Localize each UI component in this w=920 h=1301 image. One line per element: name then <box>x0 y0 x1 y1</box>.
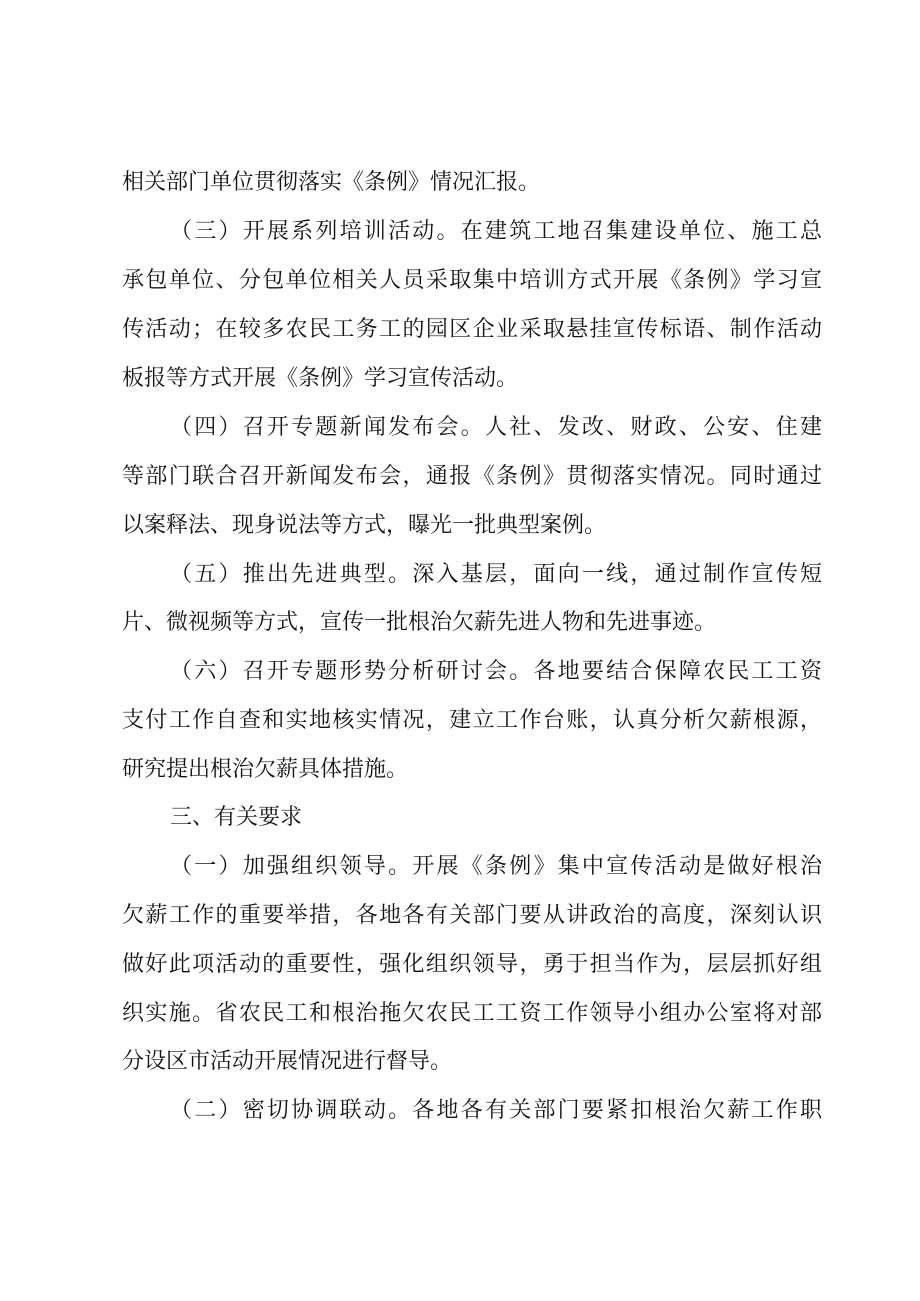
paragraph-first-line: （一）加强组织领导。开展《条例》集中宣传活动是做好根治 <box>170 854 822 879</box>
paragraph-first-line: （五）推出先进典型。深入基层，面向一线，通过制作宣传短 <box>170 562 822 587</box>
text-line: 分设区市活动开展情况进行督导。 <box>122 1049 453 1074</box>
section-heading: 三、有关要求 <box>170 805 303 830</box>
text-line: 研究提出根治欠薪具体措施。 <box>122 757 409 782</box>
text-line: 板报等方式开展《条例》学习宣传活动。 <box>122 366 519 391</box>
text-line: 等部门联合召开新闻发布会，通报《条例》贯彻落实情况。同时通过 <box>122 464 822 489</box>
paragraph-first-line: （六）召开专题形势分析研讨会。各地要结合保障农民工工资 <box>170 659 822 684</box>
paragraph-first-line: （二）密切协调联动。各地各有关部门要紧扣根治欠薪工作职 <box>170 1098 822 1123</box>
text-line: 片、微视频等方式，宣传一批根治欠薪先进人物和先进事迹。 <box>122 610 717 635</box>
text-line: 相关部门单位贯彻落实《条例》情况汇报。 <box>122 170 541 195</box>
text-line: 织实施。省农民工和根治拖欠农民工工资工作领导小组办公室将对部 <box>122 1001 822 1026</box>
paragraph-first-line: （四）召开专题新闻发布会。人社、发改、财政、公安、住建 <box>170 415 822 440</box>
text-line: 以案释法、现身说法等方式，曝光一批典型案例。 <box>122 513 607 538</box>
text-line: 支付工作自查和实地核实情况，建立工作台账，认真分析欠薪根源， <box>122 708 822 733</box>
paragraph-first-line: （三）开展系列培训活动。在建筑工地召集建设单位、施工总 <box>170 219 822 244</box>
text-line: 承包单位、分包单位相关人员采取集中培训方式开展《条例》学习宣 <box>122 268 822 293</box>
text-line: 欠薪工作的重要举措，各地各有关部门要从讲政治的高度，深刻认识 <box>122 903 822 928</box>
text-line: 传活动；在较多农民工务工的园区企业采取悬挂宣传标语、制作活动 <box>122 317 822 342</box>
text-line: 做好此项活动的重要性，强化组织领导，勇于担当作为，层层抓好组 <box>122 952 822 977</box>
